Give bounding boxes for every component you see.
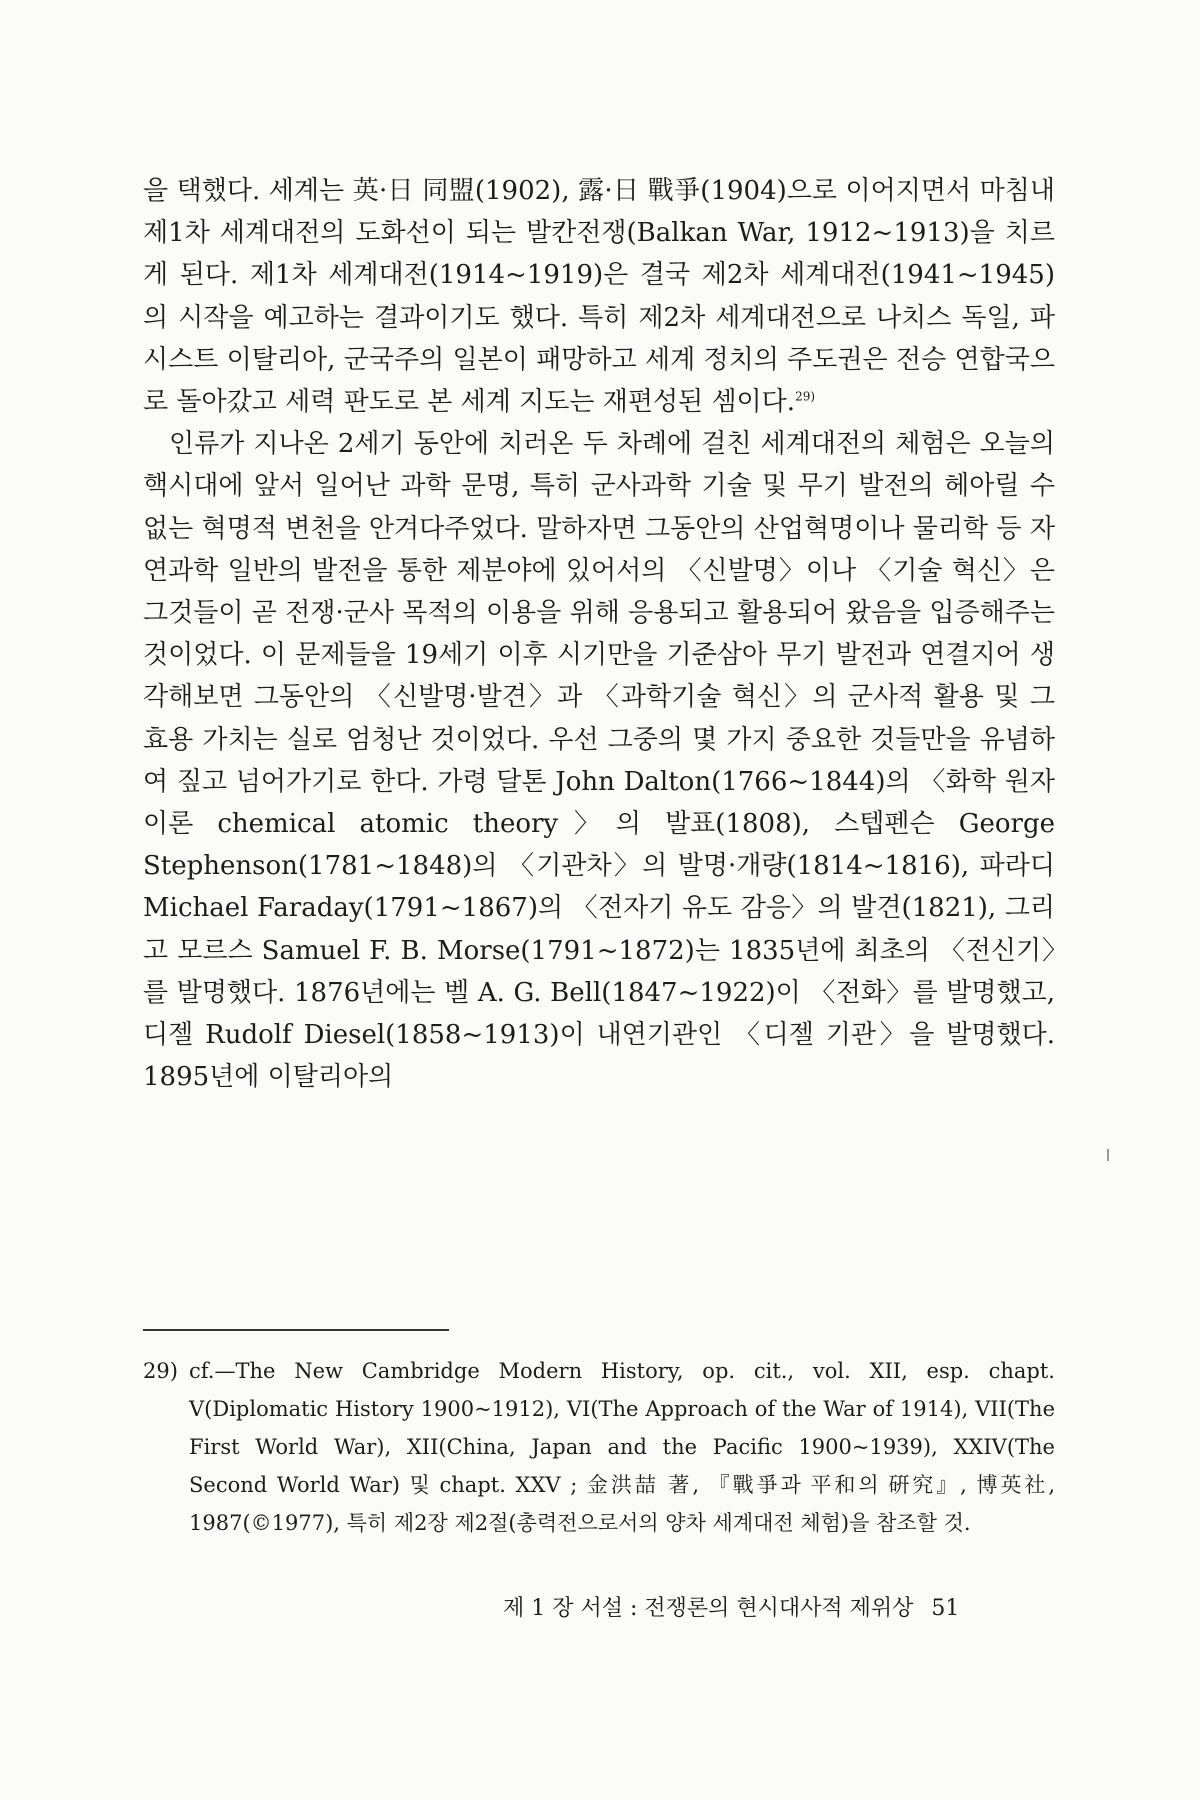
footnote-29: [143, 1352, 1055, 1542]
footnote-separator: [143, 1329, 449, 1331]
page-number: 51: [931, 1596, 960, 1621]
paragraph-1: [143, 170, 1055, 423]
paragraph-1-text: 을 택했다. 세계는 英·日 同盟(1902), 露·日 戰爭(1904)으로 이어지면서 마침내 제1차 세계대전의 도화선이 되는 발칸전쟁(Balkan War, 1912~1913)을 치르게 된다. 제1차 세계대전(1914~1919)은 결국 제2차 세계대전(1941~1945)의 시작을 예고하는 결과이기도 했다. 특히 제2차 세계대전으로 나치스 독일, 파시스트 이탈리아, 군국주의 일본이 패망하고 세계 정치의 주도권은 전승 연합국으로 돌아갔고 세력 판도로 본 세계 지도는 재편성된 셈이다.: [143, 176, 1055, 418]
margin-mark: [1107, 1149, 1109, 1161]
paragraph-2: 인류가 지나온 2세기 동안에 치러온 두 차례에 걸친 세계대전의 체험은 오늘의 핵시대에 앞서 일어난 과학 문명, 특히 군사과학 기술 및 무기 발전의 헤아릴 수 없는 혁명적 변천을 안겨다주었다. 말하자면 그동안의 산업혁명이나 물리학 등 자연과학 일반의 발전을 통한 제분야에 있어서의 〈신발명〉이나 〈기술 혁신〉은 그것들이 곧 전쟁·군사 목적의 이용을 위해 응용되고 활용되어 왔음을 입증해주는 것이었다. 이 문제들을 19세기 이후 시기만을 기준삼아 무기 발전과 연결지어 생각해보면 그동안의 〈신발명·발견〉과 〈과학기술 혁신〉의 군사적 활용 및 그 효용 가치는 실로 엄청난 것이었다. 우선 그중의 몇 가지 중요한 것들만을 유념하여 짚고 넘어가기로 한다. 가령 달톤 John Dalton(1766~1844)의 〈화학 원자 이론 chemical atomic theory〉의 발표(1808), 스텝펜슨 George Stephenson(1781~1848)의 〈기관차〉의 발명·개량(1814~1816), 파라디 Michael Faraday(1791~1867)의 〈전자기 유도 감응〉의 발견(1821), 그리고 모르스 Samuel F. B. Morse(1791~1872)는 1835년에 최초의 〈전신기〉를 발명했다. 1876년에는 벨 A. G. Bell(1847~1922)이 〈전화〉를 발명했고, 디젤 Rudolf Diesel(1858~1913)이 내연기관인 〈디젤 기관〉을 발명했다. 1895년에 이탈리아의: [143, 429, 1055, 1093]
footnote-text: cf.—The New Cambridge Modern History, op. cit., vol. XII, esp. chapt. V(Diplomatic History 1900~1912), VI(The Approach of the War of 1914), VII(The First World War), XII(China, Japan and the Pacific 1900~1939), XXIV(The Second World War) 및 chapt. XXV ; 金洪喆 著, 『戰爭과 平和의 硏究』, 博英社, 1987(©1977), 특히 제2장 제2절(총력전으로서의 양차 세계대전 체험)을 참조할 것.: [189, 1359, 1055, 1535]
footnote-reference: 29): [795, 389, 816, 404]
running-footer: [503, 1594, 959, 1624]
main-text: [143, 170, 1055, 1098]
running-title: 제 1 장 서설 : 전쟁론의 현시대사적 제위상: [503, 1596, 914, 1621]
footnote-number: 29): [143, 1359, 178, 1383]
